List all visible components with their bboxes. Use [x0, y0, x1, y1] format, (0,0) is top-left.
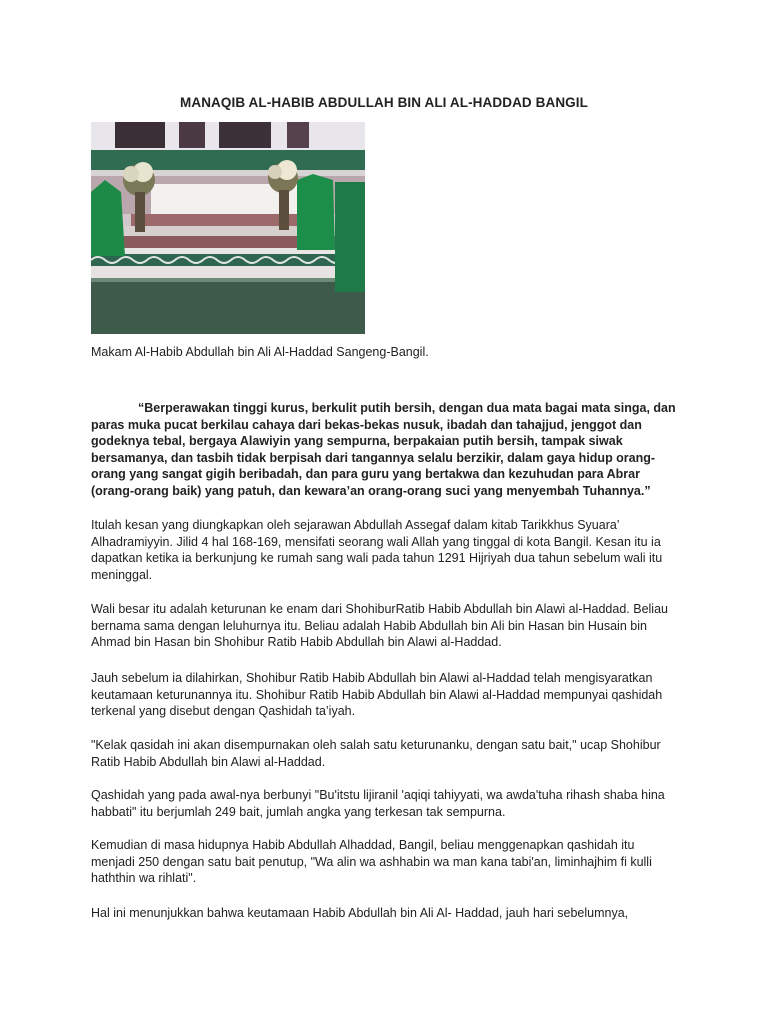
quote-text: “Berperawakan tinggi kurus, berkulit putih bersih, dengan dua mata bagai mata singa, dan paras muka pucat berkilau cahaya dari bekas-bekas nusuk, ibadah dan tahajjud, jenggot dan godeknya tebal, bergaya Alawiyin yang sempurna, berpakaian putih bersih, tampak siwak bersamanya, dan tasbih tidak berpisah dari tangannya selalu berzikir, dalam gaya hidup orang-orang yang sangat gigih beribadah, dan para guru yang bertakwa dan kezuhudan para Abrar (orang-orang baik) yang patuh, dan kewara’an orang-orang suci yang menyembah Tuhannya.”: [91, 401, 676, 498]
body-paragraph: Itulah kesan yang diungkapkan oleh sejarawan Abdullah Assegaf dalam kitab Tarikkhus Syuara’ Alhadramiyyin. Jilid 4 hal 168-169, mensifati seorang wali Allah yang tinggal di kota Bangil. Kesan itu ia dapatkan ketika ia berkunjung ke rumah sang wali pada tahun 1291 Hijriyah dua tahun sebelum wali itu meninggal.: [91, 518, 663, 582]
body-paragraph: Hal ini menunjukkan bahwa keutamaan Habib Abdullah bin Ali Al- Haddad, jauh hari sebelumnya,: [91, 906, 629, 920]
tomb-photo: [91, 122, 365, 334]
body-paragraph: Kemudian di masa hidupnya Habib Abdullah Alhaddad, Bangil, beliau menggenapkan qashidah itu menjadi 250 dengan satu bait penutup, "Wa alin wa ashhabin wa man kana tabi'an, liminhajhim fi kulli haththin wa rihlati".: [91, 838, 652, 886]
tomb-photo-illustration: [91, 122, 365, 334]
body-paragraph: Wali besar itu adalah keturunan ke enam dari ShohiburRatib Habib Abdullah bin Alawi al-Haddad. Beliau bernama sama dengan leluhurnya itu. Beliau adalah Habib Abdullah bin Ali bin Hasan bin Husain bin Ahmad bin Hasan bin Shohibur Ratib Habib Abdullah bin Alawi al-Haddad.: [91, 602, 668, 650]
photo-caption: Makam Al-Habib Abdullah bin Ali Al-Haddad Sangeng-Bangil.: [91, 345, 429, 359]
opening-quote: [91, 400, 681, 500]
body-paragraph: Jauh sebelum ia dilahirkan, Shohibur Ratib Habib Abdullah bin Alawi al-Haddad telah mengisyaratkan keutamaan keturunannya itu. Shohibur Ratib Habib Abdullah bin Alawi al-Haddad mempunyai qashidah terkenal yang disebut dengan Qashidah ta’iyah.: [91, 671, 663, 719]
body-paragraph: "Kelak qasidah ini akan disempurnakan oleh salah satu keturunanku, dengan satu bait," ucap Shohibur Ratib Habib Abdullah bin Alawi al-Haddad.: [91, 738, 661, 769]
document-title: MANAQIB AL-HABIB ABDULLAH BIN ALI AL-HADDAD BANGIL: [180, 95, 588, 110]
body-paragraph: Qashidah yang pada awal-nya berbunyi "Bu'itstu lijiranil 'aqiqi tahiyyati, wa awda'tuha rihash shaba hina habbati" itu berjumlah 249 bait, jumlah angka yang terkesan tak sempurna.: [91, 788, 665, 819]
